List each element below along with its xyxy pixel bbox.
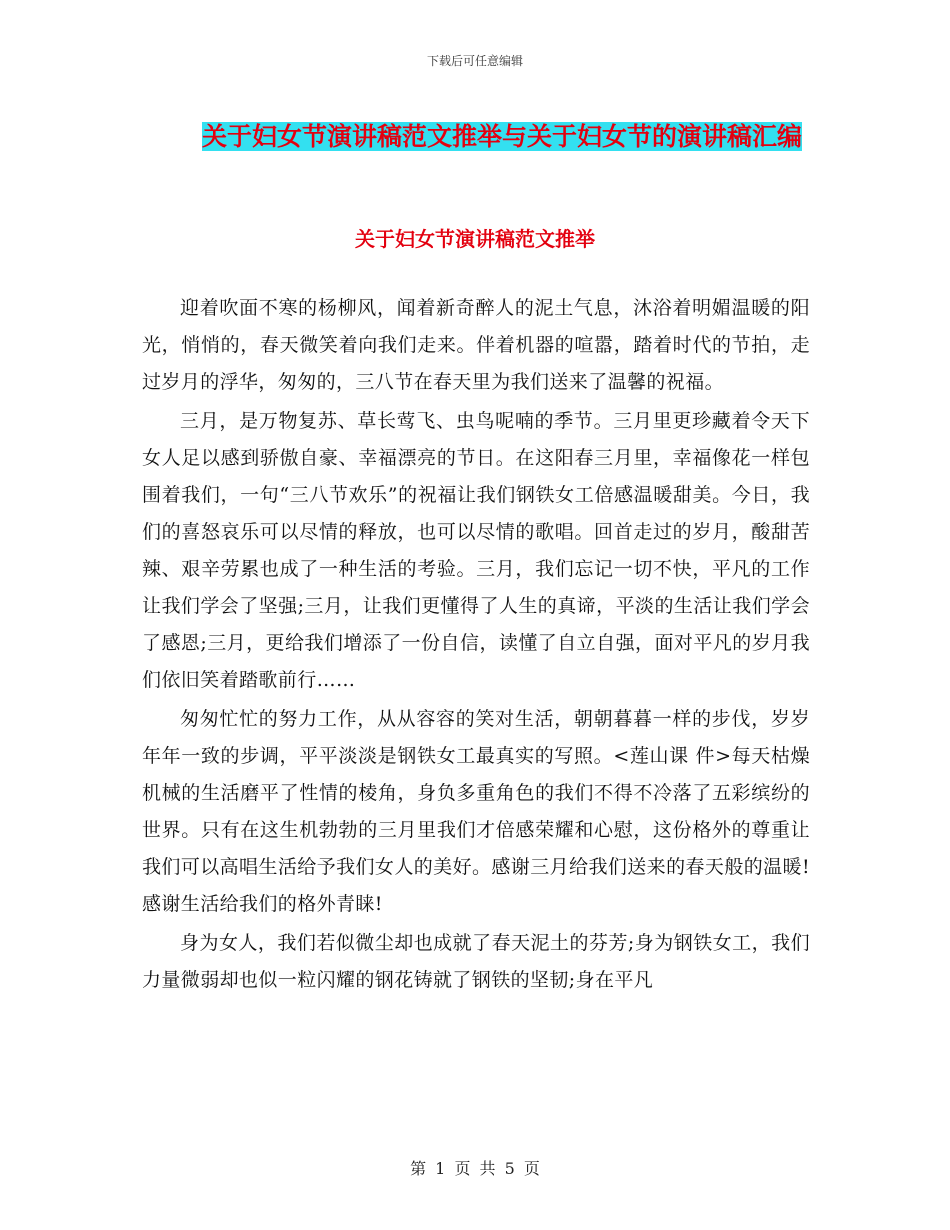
title-highlight: 关于妇女节演讲稿范文推举与关于妇女节的演讲稿汇编 (201, 122, 802, 151)
paragraph: 三月，是万物复苏、草长莺飞、虫鸟呢喃的季节。三月里更珍藏着令天下女人足以感到骄傲自豪、幸福漂亮的节日。在这阳春三月里，幸福像花一样包围着我们，一句“三八节欢乐”的祝福让我们钢铁女工倍感温暖甜美。今日，我们的喜怒哀乐可以尽情的释放，也可以尽情的歌唱。回首走过的岁月，酸甜苦辣、艰辛劳累也成了一种生活的考验。三月，我们忘记一切不快，平凡的工作让我们学会了坚强;三月，让我们更懂得了人生的真谛，平淡的生活让我们学会了感恩;三月，更给我们增添了一份自信，读懂了自立自强，面对平凡的岁月我们依旧笑着踏歌前行…… (142, 410, 810, 691)
page-footer: 第 1 页 共 5 页 (410, 1159, 540, 1178)
paragraph: 迎着吹面不寒的杨柳风，闻着新奇醉人的泥土气息，沐浴着明媚温暖的阳光，悄悄的，春天微笑着向我们走来。伴着机器的喧嚣，踏着时代的节拍，走过岁月的浮华，匆匆的，三八节在春天里为我们送来了温馨的祝福。 (142, 297, 810, 393)
page-header: 下载后可任意编辑 (426, 54, 523, 68)
section-title: 关于妇女节演讲稿范文推举 (355, 227, 595, 251)
paragraph: 身为女人，我们若似微尘却也成就了春天泥土的芬芳;身为钢铁女工，我们力量微弱却也似一粒闪耀的钢花铸就了钢铁的坚韧;身在平凡 (142, 932, 810, 991)
paragraph: 匆匆忙忙的努力工作，从从容容的笑对生活，朝朝暮暮一样的步伐，岁岁年年一致的步调，平平淡淡是钢铁女工最真实的写照。<莲山课 件>每天枯燥机械的生活磨平了性情的棱角，身负多重角色的我们不得不冷落了五彩缤纷的世界。只有在这生机勃勃的三月里我们才倍感荣耀和心慰，这份格外的尊重让我们可以高唱生活给予我们女人的美好。感谢三月给我们送来的春天般的温暖!感谢生活给我们的格外青睐! (142, 708, 810, 915)
document-title (192, 110, 812, 164)
document-body (142, 290, 810, 1001)
